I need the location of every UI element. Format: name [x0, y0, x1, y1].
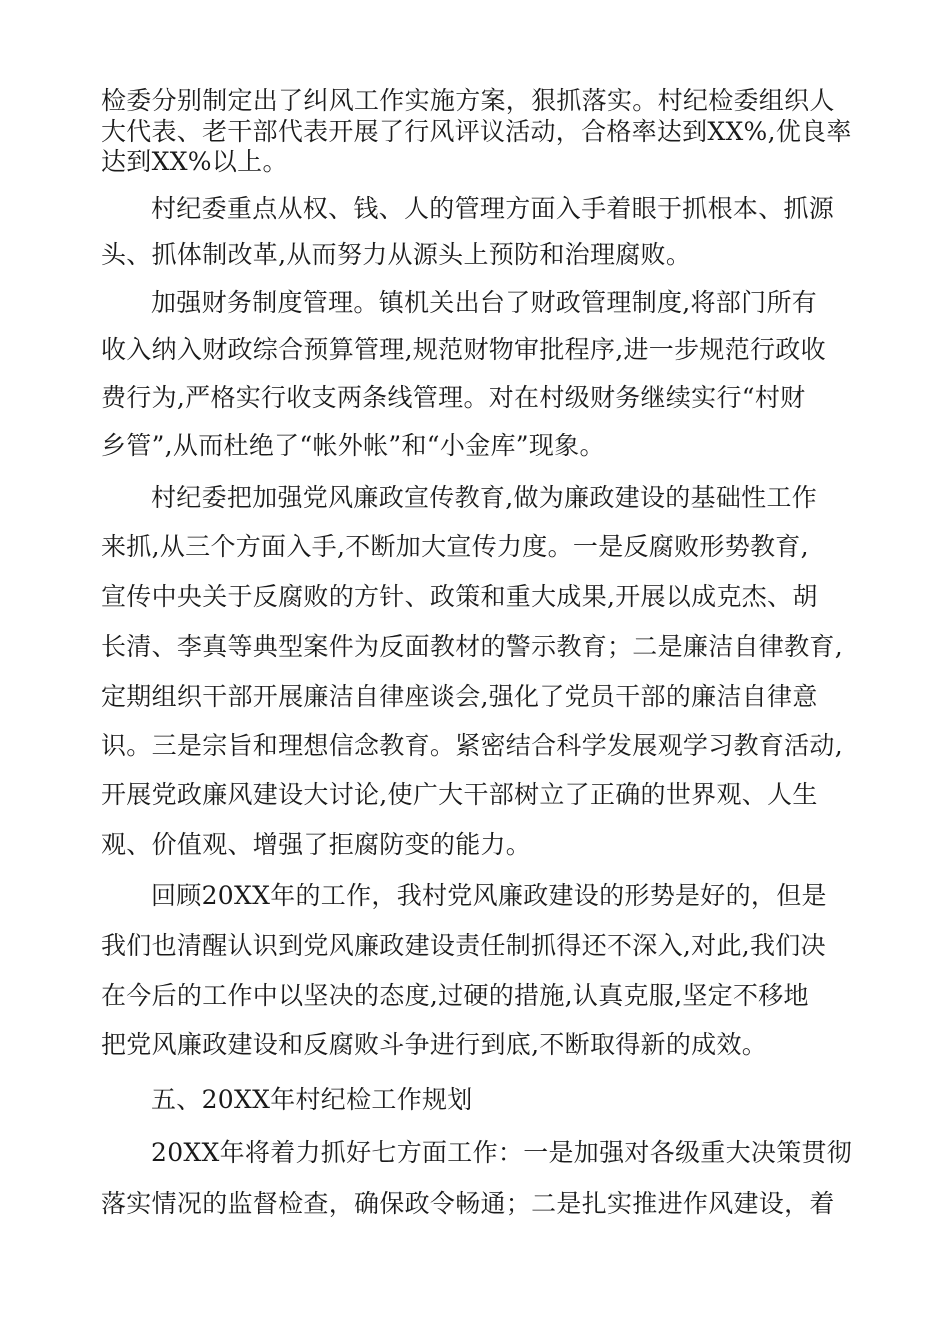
text-line: 大代表、老干部代表开展了行风评议活动，合格率达到XX%,优良率 [101, 117, 852, 146]
text-line: 费行为,严格实行收支两条线管理。对在村级财务继续实行“村财 [101, 383, 806, 412]
text-line: 长清、李真等典型案件为反面教材的警示教育；二是廉洁自律教育, [101, 632, 843, 661]
text-line: 村纪委重点从权、钱、人的管理方面入手着眼于抓根本、抓源 [151, 194, 835, 223]
text-line: 识。三是宗旨和理想信念教育。紧密结合科学发展观学习教育活动, [101, 731, 843, 760]
text-line: 我们也清醒认识到党风廉政建设责任制抓得还不深入,对此,我们决 [101, 931, 826, 960]
text-line: 头、抓体制改革,从而努力从源头上预防和治理腐败。 [101, 240, 692, 269]
text-line: 20XX年将着力抓好七方面工作：一是加强对各级重大决策贯彻 [151, 1138, 853, 1167]
text-line: 开展党政廉风建设大讨论,使广大干部树立了正确的世界观、人生 [101, 780, 818, 809]
text-line: 乡管”,从而杜绝了“帐外帐”和“小金库”现象。 [101, 431, 605, 460]
text-line: 加强财务制度管理。镇机关出台了财政管理制度,将部门所有 [151, 288, 818, 317]
section-heading: 五、20XX年村纪检工作规划 [151, 1085, 473, 1114]
text-line: 达到XX%以上。 [101, 147, 288, 176]
text-line: 落实情况的监督检查，确保政令畅通；二是扎实推进作风建设，着 [101, 1189, 835, 1218]
text-line: 来抓,从三个方面入手,不断加大宣传力度。一是反腐败形势教育, [101, 532, 809, 561]
text-line: 检委分别制定出了纠风工作实施方案，狠抓落实。村纪检委组织人 [101, 86, 835, 115]
text-line: 收入纳入财政综合预算管理,规范财物审批程序,进一步规范行政收 [101, 335, 826, 364]
text-line: 观、价值观、增强了拒腐防变的能力。 [101, 830, 532, 859]
text-line: 定期组织干部开展廉洁自律座谈会,强化了党员干部的廉洁自律意 [101, 682, 818, 711]
text-line: 回顾20XX年的工作，我村党风廉政建设的形势是好的，但是 [151, 881, 827, 910]
text-line: 村纪委把加强党风廉政宣传教育,做为廉政建设的基础性工作 [151, 483, 818, 512]
text-line: 宣传中央关于反腐败的方针、政策和重大成果,开展以成克杰、胡 [101, 582, 818, 611]
text-line: 在今后的工作中以坚决的态度,过硬的措施,认真克服,坚定不移地 [101, 981, 809, 1010]
text-line: 把党风廉政建设和反腐败斗争进行到底,不断取得新的成效。 [101, 1030, 768, 1059]
